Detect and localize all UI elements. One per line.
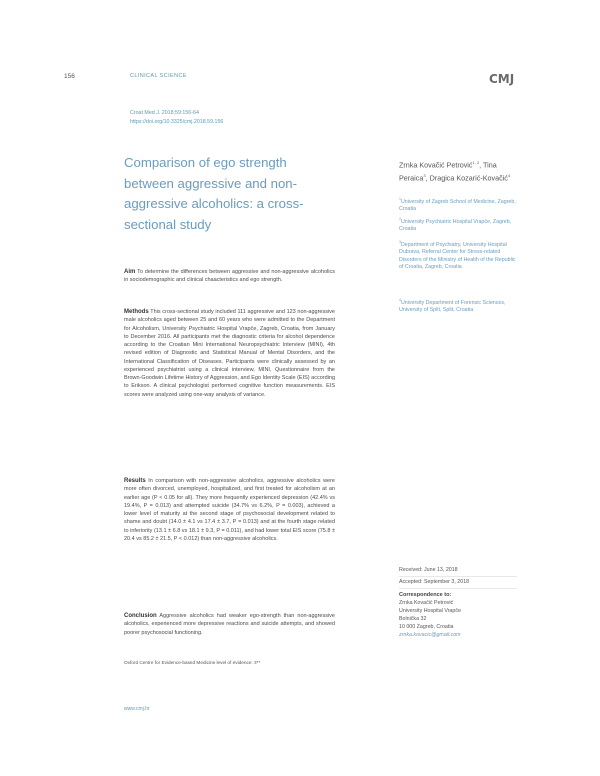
author-name: Tina Peraica: [399, 160, 497, 183]
evidence-level: Oxford Centre for Evidence-based Medicine level of evidence: 3**: [124, 660, 261, 665]
methods-label: Methods: [124, 309, 149, 315]
abstract-conclusion: [124, 612, 335, 637]
section-label: CLINICAL SCIENCE: [130, 73, 187, 79]
affil-text: University Department of Forensic Sciences, University of Split, Split, Croatia: [399, 299, 506, 314]
journal-url[interactable]: www.cmj.hr: [124, 706, 150, 712]
correspondence-street: Bolnička 32: [399, 616, 427, 622]
doi-link[interactable]: https://doi.org/10.3325/cmj.2018.59.156: [130, 119, 224, 125]
correspondence-email[interactable]: zrnka.kovacic@gmail.com: [399, 632, 461, 638]
divider: [399, 588, 517, 589]
affil-sup: 4: [399, 298, 401, 302]
abstract-results: [124, 477, 335, 543]
affil-text: University of Zagreb School of Medicine, Zagreb, Croatia: [399, 198, 516, 213]
conclusion-label: Conclusion: [124, 613, 157, 619]
correspondence-block: [399, 591, 519, 639]
affil-text: University Psychiatric Hospital Vrapče, Zagreb, Croatia: [399, 218, 512, 233]
divider: [399, 576, 517, 577]
abstract-aim: [124, 268, 335, 285]
correspondence-institution: University Hospital Vrapče: [399, 608, 461, 614]
author-name: Zrnka Kovačić Petrović: [399, 160, 473, 170]
affiliation: [399, 196, 519, 214]
logo-text: CMJ: [489, 72, 515, 86]
affil-sup: 1: [399, 197, 401, 201]
author-name: Dragica Kozarić-Kovačić: [429, 173, 508, 183]
affiliation: [399, 297, 519, 315]
results-text: In comparison with non-aggressive alcoholics, aggressive alcoholics were more often divorced, unemployed, hospitalized, and first treated for alcoholism at an earlier age (P < 0.05 for all). They more frequently experienced depression (42.4% vs 19.4%, P = 0.013) and attempted suicide (34.7% vs 6.2%, P = 0.003), achieved a lower level of maturity at the second stage of psychosocial development related to shame and doubt (14.0 ± 4.1 vs 17.4 ± 3.7, P = 0.013) and at the fourth stage related to inferiority (13.1 ± 6.8 vs 18.1 ± 9.3, P = 0.011), and had lower total EIS score (75.8 ± 20.4 vs 85.2 ± 21.5, P < 0.012) than non-aggressive alcoholics.: [124, 478, 335, 542]
affil-sup: 3: [399, 240, 401, 244]
author-list: Zrnka Kovačić Petrović$^{1, 2}$, Tina Peraica$^3$, Dragica Kozarić-Kovačić$^4$: [399, 160, 511, 183]
author-affil-sup: 1, 2: [472, 160, 480, 165]
affil-text: Department of Psychiatry, University Hospital Dubrava, Referral Center for Stress-related Disorders of the Ministry of Health of the Republic of Croatia, Zagreb, Croatia: [399, 241, 516, 270]
correspondence-label: Correspondence to:: [399, 592, 452, 598]
affil-sup: 2: [399, 217, 401, 221]
results-label: Results: [124, 478, 146, 484]
article-title: Comparison of ego strength between aggressive and non-aggressive alcoholics: a cross-sectional study: [124, 155, 304, 232]
conclusion-text: Aggressive alcoholics had weaker ego-strength than non-aggressive alcoholics, experienced more depressive reactions and suicide attempts, and showed poorer psychosocial functioning.: [124, 613, 335, 636]
journal-logo: [489, 70, 519, 84]
affiliation: [399, 216, 519, 234]
accepted-date: Accepted: September 3, 2018: [399, 579, 470, 585]
methods-text: This cross-sectional study included 111 aggressive and 123 non-aggressive male alcoholics aged between 25 and 60 years who were admitted to the Department for Alcoholism, University Psychiatric Hospital Vrapče, Zagreb, Croatia, from January to December 2016. All participants met the diagnostic criteria for alcohol dependence according to the Croatian Mini International Neuropsychiatric Interview (MINI), 4th revised edition of Diagnostic and Statistical Manual of Mental Disorders, and the International Classification of Diseases. Participants were clinically assessed by an experienced psychiatrist using a clinical interview, MINI, Questionnaire from the Brown-Goodwin Lifetime History of Aggression, and Ego Identity Scale (EIS) according to Erikson. A clinical psychologist performed cognitive function measurements. EIS scores were analyzed using one-way analysis of variance.: [124, 309, 335, 398]
correspondence-name: Zrnka Kovačić Petrović: [399, 600, 454, 606]
aim-text: To determine the differences between aggressive and non-aggressive alcoholics in sociodemographic and clinical chaacteristics and ego strength.: [124, 269, 335, 284]
author-affil-sup: 3: [423, 172, 426, 178]
abstract-methods: [124, 308, 335, 399]
aim-label: Aim: [124, 269, 136, 275]
correspondence-city: 10 000 Zagreb, Croatia: [399, 624, 454, 630]
author-affil-sup: 4: [507, 172, 511, 178]
received-date: Received: June 13, 2018: [399, 567, 458, 573]
citation-line: Croat Med J. 2018;59:156-64: [130, 110, 199, 116]
page-number: 156: [64, 73, 75, 80]
affiliation: [399, 239, 519, 271]
